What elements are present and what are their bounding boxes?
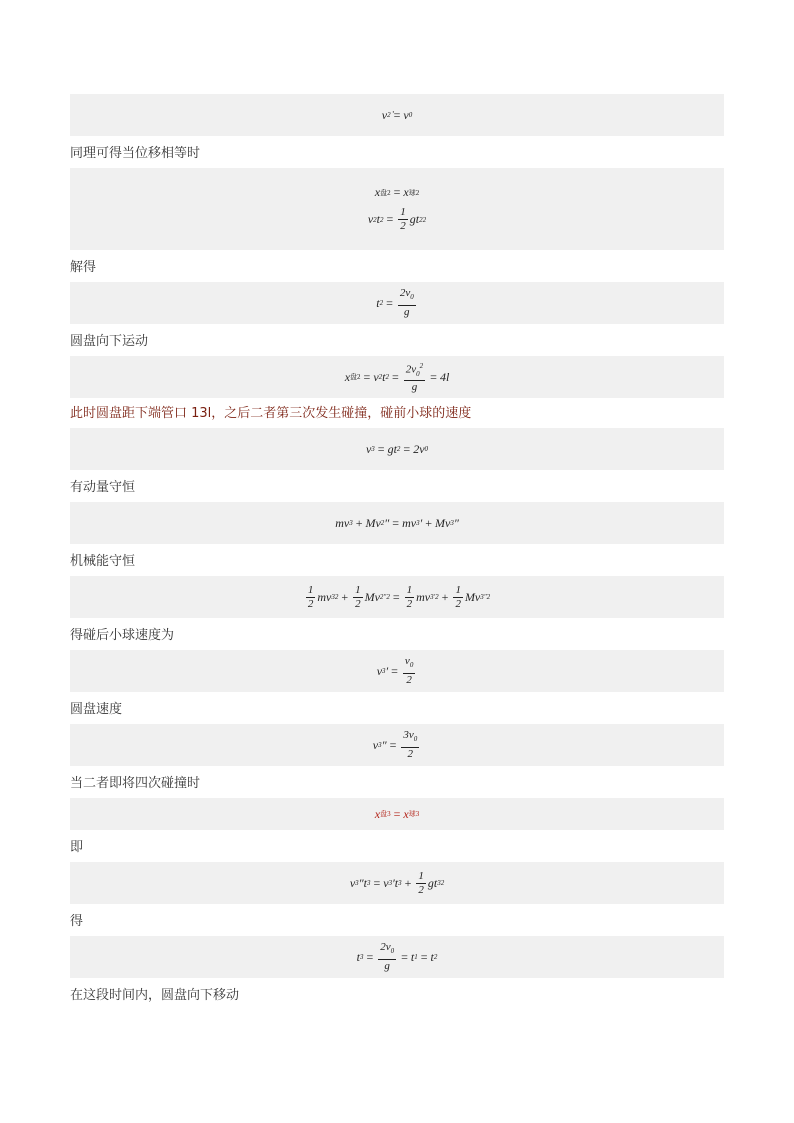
math-line: v 3 ″t 3 = v 3 ′t 3 + $\frac{1}{2}$ gt 3 2 (349, 869, 445, 896)
math-line: x 盘2 = v 2 t 2 = $\frac{2v_0^2}{g}$ = 4l (344, 361, 450, 394)
equation-v3-prime (70, 650, 724, 692)
math-line: v 2 = v 0 (381, 107, 413, 122)
text-namely: 即 (70, 840, 84, 855)
fraction: $\frac{1}{2}$ (406, 583, 413, 610)
text-fourth-collision: 当二者即将四次碰撞时 (70, 776, 201, 791)
text-disc-speed: 圆盘速度 (70, 702, 123, 717)
text-third-collision: 此时圆盘距下端管口 13l，之后二者第三次发生碰撞，碰前小球的速度 (70, 406, 472, 421)
math-line: v 3 = gt 2 = 2v 0 (365, 441, 429, 456)
fraction: $\frac{2v_0^2}{g}$ (405, 361, 424, 394)
math-line: v 3 ′ = $\frac{v_0}{2}$ (376, 655, 414, 686)
text-energy: 机械能守恒 (70, 554, 136, 569)
text-in-period: 在这段时间内，圆盘向下移动 (70, 988, 240, 1003)
text-momentum: 有动量守恒 (70, 480, 136, 495)
fraction: $\frac{3v_0}{2}$ (403, 729, 418, 760)
fraction: $\frac{1}{2}$ (418, 869, 424, 896)
math-line: t 3 = $\frac{2v_0}{g}$ = t 1 = t 2 (356, 941, 438, 972)
equation-momentum (70, 502, 724, 544)
math-line: $\frac{1}{2}$ mv 3 2 + $\frac{1}{2}$ Mv 2 ″2 = $\frac{1}{2}$ mv 3 ′2 + $\frac{1}{2}$ Mv 3 ″2 (307, 583, 491, 610)
text-got: 得 (70, 914, 84, 929)
equation-x-disc2 (70, 356, 724, 398)
fraction: $\frac{2v_0}{g}$ (380, 941, 395, 972)
math-line: x 盘2 = x 球2 (374, 185, 420, 199)
text-disc-down: 圆盘向下运动 (70, 334, 149, 349)
math-line: mv 3 + Mv 2 ″ = mv 3 ′ + Mv 3 ″ (335, 515, 459, 530)
fraction: $\frac{v_0}{2}$ (404, 655, 414, 686)
text-solve: 解得 (70, 260, 97, 275)
fraction: $\frac{1}{2}$ (307, 583, 314, 610)
math-line: v 3 ″ = $\frac{3v_0}{2}$ (372, 729, 418, 760)
equation-energy (70, 576, 724, 618)
equation-v3 (70, 428, 724, 470)
fraction: $\frac{1}{2}$ (455, 583, 461, 610)
text-same-displacement: 同理可得当位移相等时 (70, 146, 201, 161)
equation-displacement-equal (70, 168, 724, 250)
math-line: x 盘3 = x 球3 (374, 806, 420, 821)
fraction: $\frac{1}{2}$ (355, 583, 361, 610)
math-line: v 2 t 2 = $\frac{1}{2}$ gt 2 2 (367, 206, 427, 232)
equation-x-disc3 (70, 798, 724, 830)
equation-v3-double-prime (70, 724, 724, 766)
equation-t3 (70, 936, 724, 978)
fraction: $\frac{1}{2}$ (400, 206, 406, 232)
document-body (70, 94, 724, 1010)
fraction: $\frac{2v_0}{g}$ (399, 287, 414, 318)
equation-t2 (70, 282, 724, 324)
equation-namely (70, 862, 724, 904)
text-ball-speed-after: 得碰后小球速度为 (70, 628, 175, 643)
equation-v2-equals-v0 (70, 94, 724, 136)
math-line: t 2 = $\frac{2v_0}{g}$ (376, 287, 414, 318)
